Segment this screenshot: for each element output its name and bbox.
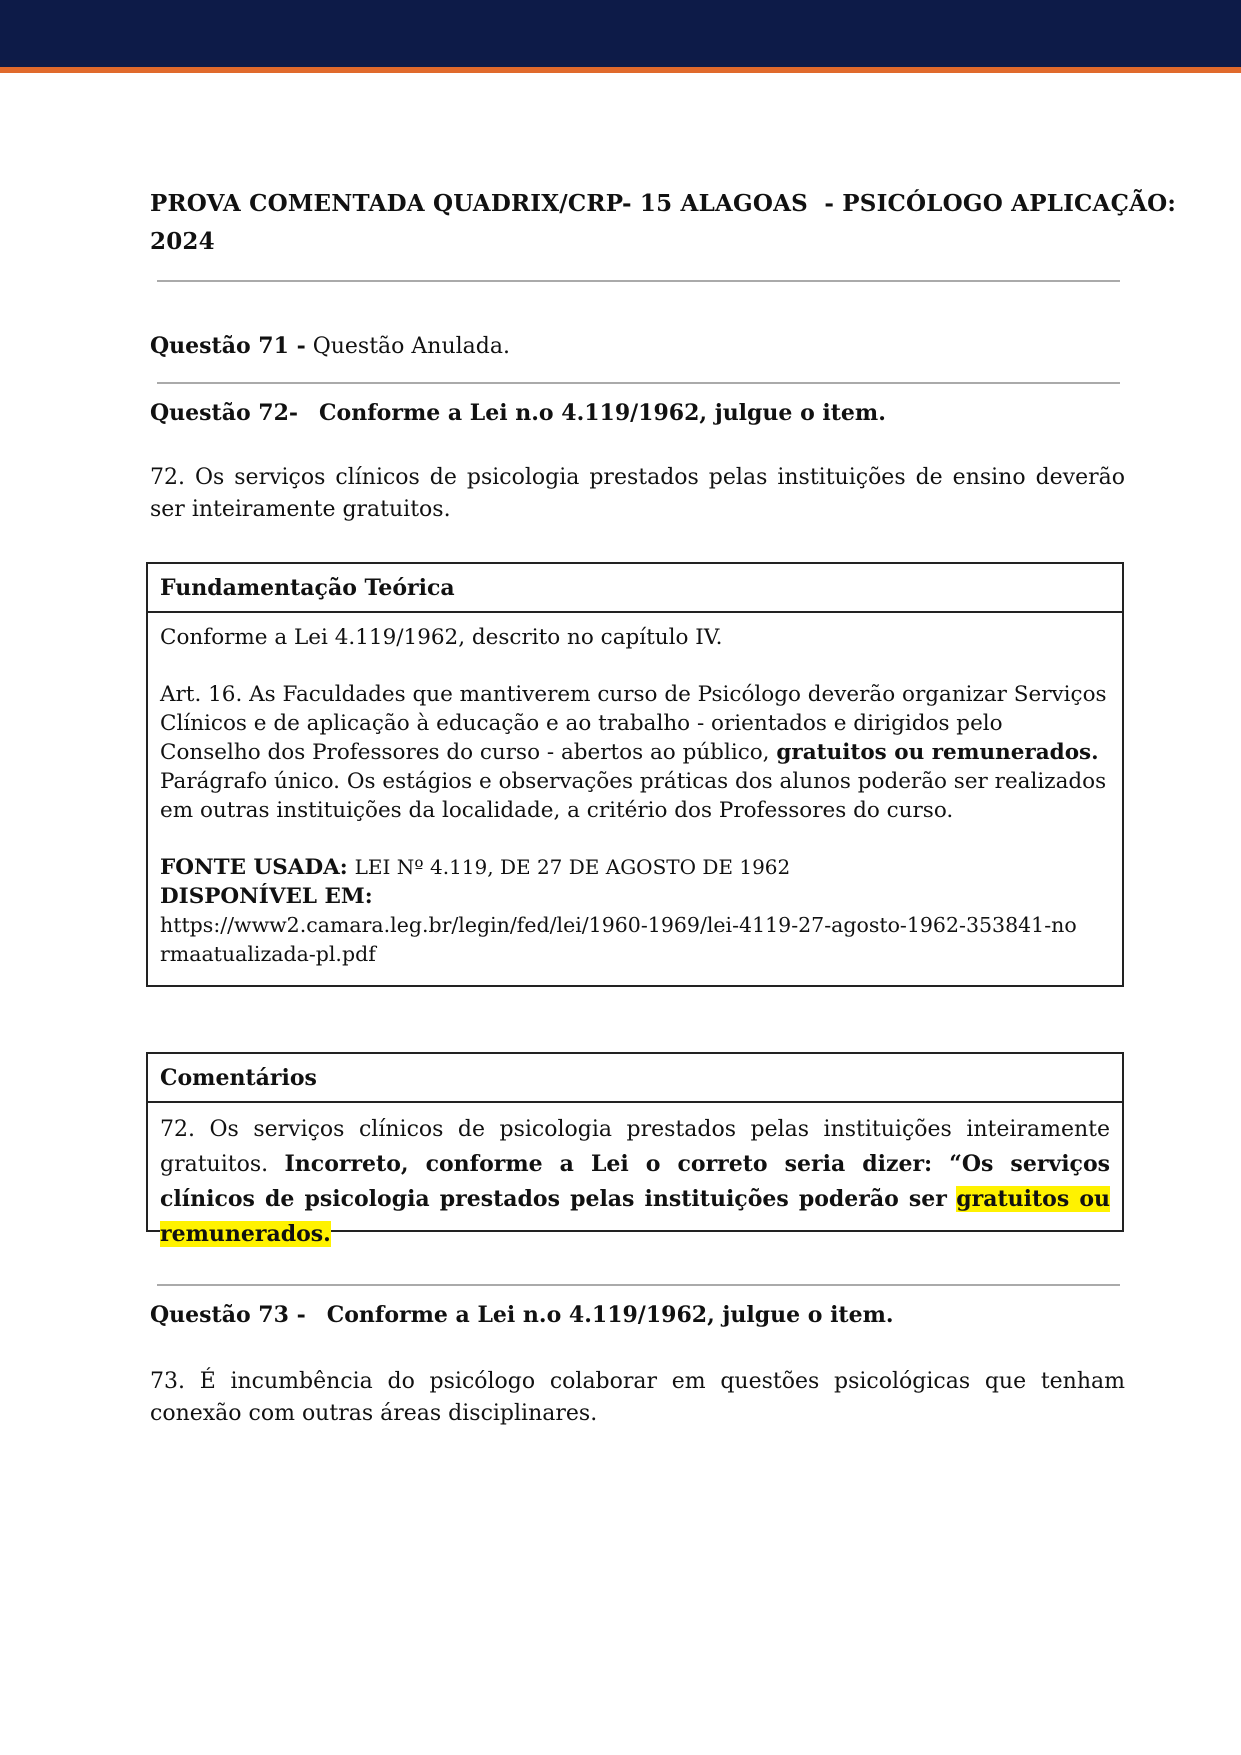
page-title	[150, 185, 1177, 261]
art16-text: Art. 16. As Faculdades que mantiverem curso de Psicólogo deverão organizar Serviços Clínicos e de aplicação à educação e ao trabalho - orientados e dirigidos pelo Conselho dos Professores do curso - abertos ao público,	[160, 682, 1107, 765]
question-73	[150, 1300, 894, 1331]
question-71	[150, 331, 510, 362]
title-line-1: PROVA COMENTADA QUADRIX/CRP- 15 ALAGOAS - PSICÓLOGO APLICAÇÃO:	[150, 190, 1177, 217]
fonte-value: LEI Nº 4.119, DE 27 DE AGOSTO DE 1962	[354, 855, 791, 879]
comentarios-bold: Incorreto, conforme a Lei o correto seria dizer: “Os serviços clínicos de psicologia prestados pelas instituições poderão ser	[160, 1151, 1111, 1212]
divider	[157, 280, 1120, 282]
divider	[157, 382, 1120, 384]
fonte-line	[160, 853, 1110, 882]
fundamentacao-box	[146, 562, 1124, 987]
disponivel-label	[160, 882, 1110, 911]
question-72-item: 72. Os serviços clínicos de psicologia prestados pelas instituições de ensino deverão ser inteiramente gratuitos.	[150, 465, 1125, 522]
question-72-label: Questão 72-	[150, 400, 299, 426]
header-accent-stripe	[0, 67, 1241, 73]
fundamentacao-intro: Conforme a Lei 4.119/1962, descrito no capítulo IV.	[160, 625, 723, 650]
comentarios-highlight: gratuitos ou remunerados.	[160, 1186, 1110, 1247]
question-73-label: Questão 73 -	[150, 1302, 306, 1328]
header-bar	[0, 0, 1241, 67]
title-line-2: 2024	[150, 228, 215, 255]
question-71-label: Questão 71 -	[150, 333, 306, 359]
disponivel-label-text: DISPONÍVEL EM:	[160, 884, 373, 909]
comentarios-body	[148, 1103, 1122, 1260]
question-73-prompt: Conforme a Lei n.o 4.119/1962, julgue o item.	[326, 1302, 894, 1328]
source-url-line-2: rmaatualizada-pl.pdf	[160, 942, 376, 966]
fonte-label: FONTE USADA:	[160, 855, 348, 880]
fundamentacao-heading: Fundamentação Teórica	[148, 564, 1122, 613]
comentarios-box	[146, 1052, 1124, 1247]
art16-paragraph	[160, 680, 1110, 767]
question-73-item: 73. É incumbência do psicólogo colaborar em questões psicológicas que tenham conexão com outras áreas disciplinares.	[150, 1369, 1125, 1426]
comentarios-heading: Comentários	[148, 1054, 1122, 1103]
question-72-prompt: Conforme a Lei n.o 4.119/1962, julgue o item.	[319, 400, 886, 426]
divider	[157, 1284, 1120, 1286]
source-url-line-1: https://www2.camara.leg.br/legin/fed/lei/1960-1969/lei-4119-27-agosto-1962-353841-no	[160, 913, 1077, 937]
fundamentacao-body	[148, 613, 1122, 977]
comentarios-plain: 72. Os serviços clínicos de psicologia prestados pelas instituições inteiramente gratuitos.	[160, 1117, 1110, 1177]
art16-bold: gratuitos ou remunerados.	[776, 740, 1099, 765]
question-71-text: Questão Anulada.	[312, 334, 510, 359]
question-72	[150, 398, 886, 429]
paragrafo-unico: Parágrafo único. Os estágios e observações práticas dos alunos poderão ser realizados em outras instituições da localidade, a critério dos Professores do curso.	[160, 769, 1107, 823]
